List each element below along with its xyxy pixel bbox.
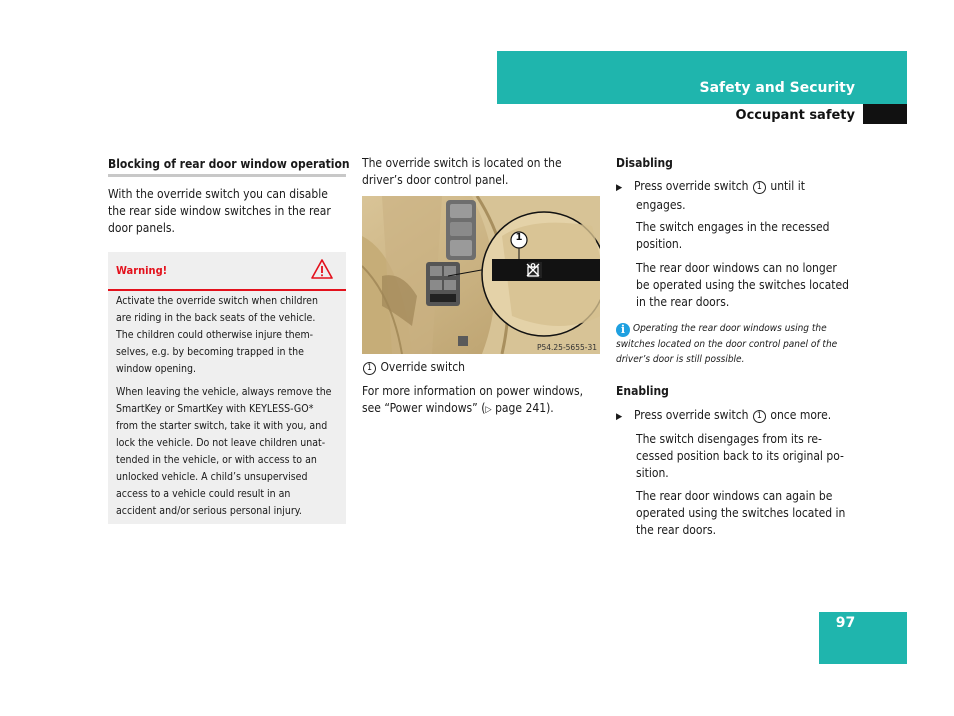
page-ref-arrow-icon: ▷ [485,405,492,415]
warning-triangle-icon [311,258,333,280]
callout-1-icon: 1 [753,181,766,194]
photo-caption: 1 Override switch [362,359,600,376]
more-info-text: For more information on power windows, see “Power windows” (▷ page 241). [362,384,584,415]
info-note: i Operating the rear door windows using the switches located on the door control panel of the driver’s door is still possible. [616,323,838,365]
enabling-heading: Enabling [616,384,669,398]
warning-label: Warning! [116,264,168,277]
subsection-title: Occupant safety [735,108,855,123]
info-icon: i [616,323,630,337]
disabling-step: ▶ Press override switch 1 until it engages. [616,179,805,212]
section-title: Safety and Security [699,80,855,96]
callout-1-icon: 1 [363,362,376,375]
warning-paragraph-1: Activate the override switch when children are riding in the back seats of the vehicle. The children could otherwise injure them- selves, e.g. by becoming trapped in the window opening. [116,295,318,375]
step-arrow-icon: ▶ [616,412,623,422]
page-number: 97 [835,615,856,631]
subsection-tab [863,104,907,124]
disabling-heading: Disabling [616,156,673,170]
callout-1-icon: 1 [753,410,766,423]
switch-location-text: The override switch is located on the driver’s door control panel. [362,156,562,187]
section-heading: Blocking of rear door window operation [108,157,346,177]
intro-paragraph: With the override switch you can disable the rear side window switches in the rear door panels. [108,187,331,235]
enabling-result-1: The switch disengages from its re- cessed position back to its original po- sition. [636,432,844,480]
callout-number: 1 [515,232,523,243]
child-lock-icon [525,262,541,278]
page-reference[interactable]: page 241). [495,401,554,415]
enabling-result-2: The rear door windows can again be operated using the switches located in the rear doors. [636,489,846,537]
enabling-step: ▶ Press override switch 1 once more. [616,407,856,426]
disabling-result-1: The switch engages in the recessed position. [636,220,830,251]
step-arrow-icon: ▶ [616,183,623,193]
header-bar [497,51,907,104]
photo-code: P54.25-5655-31 [536,343,597,352]
disabling-result-2: The rear door windows can no longer be operated using the switches located in the rear doors. [636,261,850,309]
warning-paragraph-2: When leaving the vehicle, always remove the SmartKey or SmartKey with KEYLESS-GO* from the starter switch, take it with you, and lock the vehicle. Do not leave children unat- tended in the vehicle, or with access to an unlocked vehicle. A child’s unsupervised access to a vehicle could result in an accident and/or serious personal injury. [116,386,332,517]
door-panel-photo [362,196,600,354]
